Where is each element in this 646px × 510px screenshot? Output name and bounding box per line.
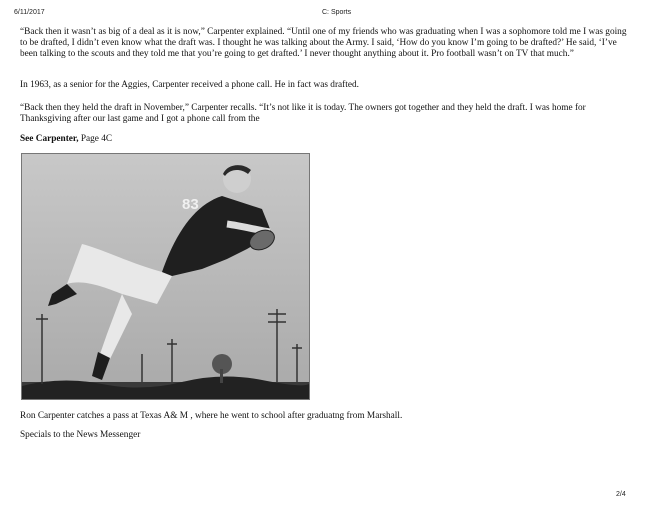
article-photo — [21, 153, 310, 400]
article-paragraph: “Back then it wasn’t as big of a deal as it is now,” Carpenter explained. “Until one of my friends who was graduating when I was a sophomore told me I was going to be drafted, I didn’t even know what the draft was. I thought he was talking about the Army. I said, ‘How do you know I’m going to be drafted?’ He said, ‘I’ve been talking to the scouts and they told me that you’re going to get drafted.’ I never thought anything about it. Pro football wasn’t on TV that much.” — [20, 27, 627, 59]
section-label: C: Sports — [322, 9, 352, 16]
page-number: 2/4 — [616, 491, 626, 498]
jersey-number: 83 — [182, 196, 199, 213]
continuation-page: Page 4C — [78, 134, 113, 144]
continuation-note — [20, 134, 112, 144]
article-paragraph: In 1963, as a senior for the Aggies, Carpenter received a phone call. He in fact was drafted. — [20, 80, 359, 90]
continuation-label: See Carpenter, — [20, 134, 79, 144]
print-date: 6/11/2017 — [14, 9, 45, 16]
photo-caption: Ron Carpenter catches a pass at Texas A& M , where he went to school after graduatng from Marshall. — [20, 411, 403, 421]
photo-credit: Specials to the News Messenger — [20, 430, 141, 440]
football-player-photo — [22, 154, 309, 399]
article-paragraph: “Back then they held the draft in November,” Carpenter recalls. “It’s not like it is today. The owners got together and they held the draft. I was home for Thanksgiving after our last game and I got a phone call from the — [20, 103, 586, 124]
